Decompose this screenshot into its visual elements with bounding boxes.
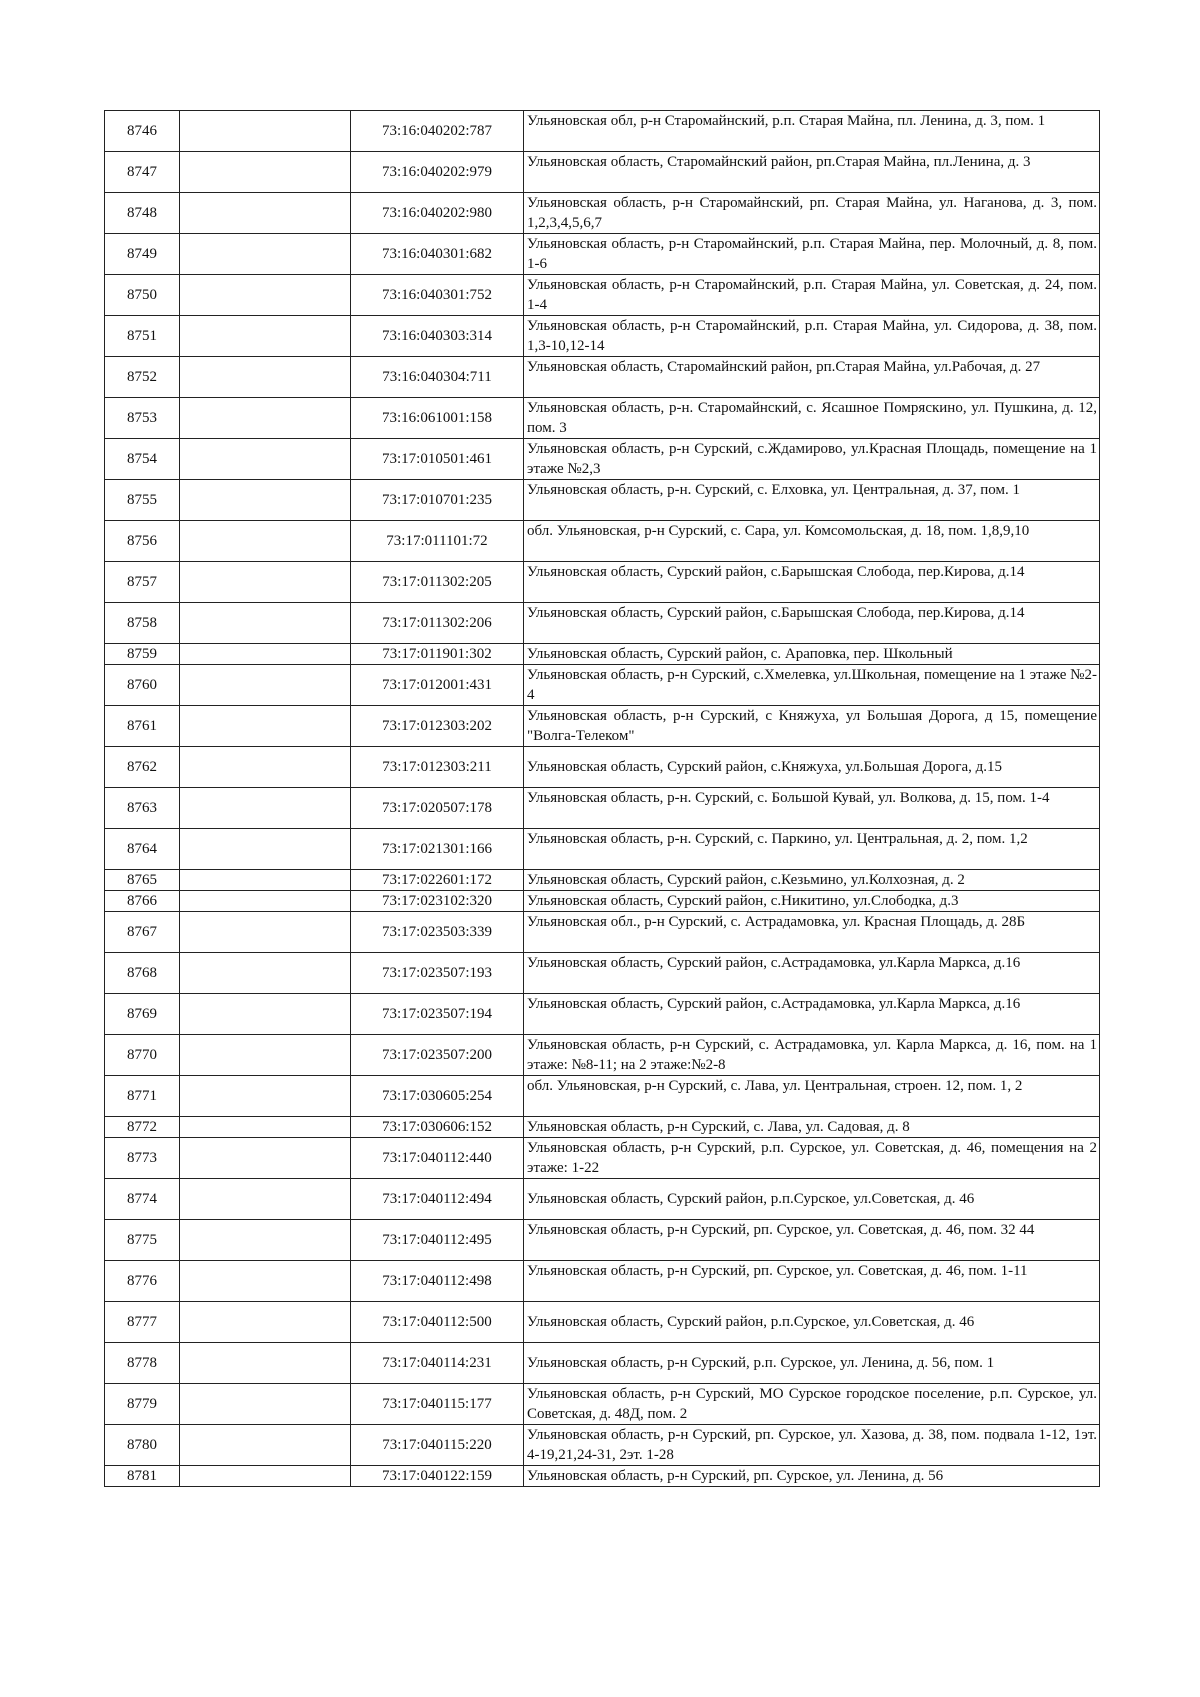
empty-cell [180, 953, 351, 994]
table-row [105, 1179, 1100, 1220]
address-cell: Ульяновская область, р-н Сурский, рп. Сурское, ул. Советская, д. 46, пом. 32 44 [524, 1220, 1100, 1261]
cadastral-number-cell: 73:17:030606:152 [351, 1117, 524, 1138]
row-number-cell: 8762 [105, 747, 180, 788]
cadastral-number-cell: 73:17:040115:220 [351, 1425, 524, 1466]
empty-cell [180, 870, 351, 891]
cadastral-number-cell: 73:16:040202:980 [351, 193, 524, 234]
row-number-cell: 8749 [105, 234, 180, 275]
table-row [105, 891, 1100, 912]
table-row [105, 275, 1100, 316]
cadastral-number-cell: 73:16:040301:752 [351, 275, 524, 316]
empty-cell [180, 357, 351, 398]
address-cell: Ульяновская область, р-н Сурский, с Княжуха, ул Большая Дорога, д 15, помещение "Волга-Телеком" [524, 706, 1100, 747]
table-row [105, 1343, 1100, 1384]
empty-cell [180, 480, 351, 521]
row-number-cell: 8756 [105, 521, 180, 562]
row-number-cell: 8754 [105, 439, 180, 480]
row-number-cell: 8751 [105, 316, 180, 357]
cadastral-number-cell: 73:17:040114:231 [351, 1343, 524, 1384]
table-row [105, 829, 1100, 870]
cadastral-number-cell: 73:17:011101:72 [351, 521, 524, 562]
cadastral-number-cell: 73:17:040112:494 [351, 1179, 524, 1220]
cadastral-number-cell: 73:17:022601:172 [351, 870, 524, 891]
address-cell: Ульяновская область, Сурский район, с.Барышская Слобода, пер.Кирова, д.14 [524, 603, 1100, 644]
table-row [105, 665, 1100, 706]
table-row [105, 747, 1100, 788]
address-cell: Ульяновская область, р-н Сурский, рп. Сурское, ул. Ленина, д. 56 [524, 1466, 1100, 1487]
empty-cell [180, 1466, 351, 1487]
empty-cell [180, 1220, 351, 1261]
address-cell: Ульяновская область, Старомайнский район, рп.Старая Майна, пл.Ленина, д. 3 [524, 152, 1100, 193]
row-number-cell: 8772 [105, 1117, 180, 1138]
address-cell: Ульяновская область, Сурский район, р.п.Сурское, ул.Советская, д. 46 [524, 1179, 1100, 1220]
address-cell: Ульяновская область, р-н. Сурский, с. Большой Кувай, ул. Волкова, д. 15, пом. 1-4 [524, 788, 1100, 829]
empty-cell [180, 152, 351, 193]
row-number-cell: 8764 [105, 829, 180, 870]
table-row [105, 1035, 1100, 1076]
address-cell: Ульяновская область, р-н Сурский, с. Астрадамовка, ул. Карла Маркса, д. 16, пом. на 1 этаже: №8-11; на 2 этаже:№2-8 [524, 1035, 1100, 1076]
row-number-cell: 8771 [105, 1076, 180, 1117]
row-number-cell: 8778 [105, 1343, 180, 1384]
table-row [105, 912, 1100, 953]
address-cell: Ульяновская область, р-н. Сурский, с. Елховка, ул. Центральная, д. 37, пом. 1 [524, 480, 1100, 521]
cadastral-number-cell: 73:17:010501:461 [351, 439, 524, 480]
table-row [105, 953, 1100, 994]
address-cell: Ульяновская область, р-н Сурский, рп. Сурское, ул. Хазова, д. 38, пом. подвала 1-12, 1эт. 4-19,21,24-31, 2эт. 1-28 [524, 1425, 1100, 1466]
address-cell: Ульяновская область, р-н. Старомайнский, с. Ясашное Помряскино, ул. Пушкина, д. 12, пом. 3 [524, 398, 1100, 439]
row-number-cell: 8758 [105, 603, 180, 644]
row-number-cell: 8746 [105, 111, 180, 152]
empty-cell [180, 891, 351, 912]
row-number-cell: 8769 [105, 994, 180, 1035]
empty-cell [180, 665, 351, 706]
address-cell: Ульяновская область, р-н Сурский, МО Сурское городское поселение, р.п. Сурское, ул. Советская, д. 48Д, пом. 2 [524, 1384, 1100, 1425]
row-number-cell: 8763 [105, 788, 180, 829]
cadastral-number-cell: 73:17:023507:193 [351, 953, 524, 994]
empty-cell [180, 1384, 351, 1425]
empty-cell [180, 316, 351, 357]
cadastral-number-cell: 73:17:040112:495 [351, 1220, 524, 1261]
address-cell: Ульяновская область, р-н Сурский, р.п. Сурское, ул. Ленина, д. 56, пом. 1 [524, 1343, 1100, 1384]
table-row [105, 788, 1100, 829]
address-cell: Ульяновская область, р-н Сурский, рп. Сурское, ул. Советская, д. 46, пом. 1-11 [524, 1261, 1100, 1302]
table-row [105, 357, 1100, 398]
row-number-cell: 8773 [105, 1138, 180, 1179]
cadastral-number-cell: 73:17:023102:320 [351, 891, 524, 912]
empty-cell [180, 275, 351, 316]
cadastral-number-cell: 73:17:023503:339 [351, 912, 524, 953]
cadastral-number-cell: 73:17:011901:302 [351, 644, 524, 665]
address-cell: Ульяновская область, Сурский район, с.Астрадамовка, ул.Карла Маркса, д.16 [524, 953, 1100, 994]
table-row [105, 234, 1100, 275]
table-row [105, 1466, 1100, 1487]
table-row [105, 1138, 1100, 1179]
table-row [105, 1261, 1100, 1302]
row-number-cell: 8767 [105, 912, 180, 953]
empty-cell [180, 1117, 351, 1138]
empty-cell [180, 1179, 351, 1220]
row-number-cell: 8750 [105, 275, 180, 316]
cadastral-number-cell: 73:17:040122:159 [351, 1466, 524, 1487]
row-number-cell: 8759 [105, 644, 180, 665]
cadastral-number-cell: 73:16:040304:711 [351, 357, 524, 398]
row-number-cell: 8748 [105, 193, 180, 234]
table-row [105, 1076, 1100, 1117]
registry-table [104, 110, 1100, 1487]
empty-cell [180, 1076, 351, 1117]
table-row [105, 994, 1100, 1035]
table-row [105, 111, 1100, 152]
row-number-cell: 8753 [105, 398, 180, 439]
table-row [105, 398, 1100, 439]
table-row [105, 706, 1100, 747]
table-row [105, 562, 1100, 603]
address-cell: Ульяновская область, р-н Сурский, с.Хмелевка, ул.Школьная, помещение на 1 этаже №2-4 [524, 665, 1100, 706]
row-number-cell: 8766 [105, 891, 180, 912]
cadastral-number-cell: 73:17:040112:498 [351, 1261, 524, 1302]
table-row [105, 316, 1100, 357]
cadastral-number-cell: 73:17:011302:205 [351, 562, 524, 603]
empty-cell [180, 1035, 351, 1076]
empty-cell [180, 912, 351, 953]
address-cell: Ульяновская область, р-н. Сурский, с. Паркино, ул. Центральная, д. 2, пом. 1,2 [524, 829, 1100, 870]
row-number-cell: 8779 [105, 1384, 180, 1425]
cadastral-number-cell: 73:17:010701:235 [351, 480, 524, 521]
cadastral-number-cell: 73:17:023507:200 [351, 1035, 524, 1076]
table-row [105, 1425, 1100, 1466]
empty-cell [180, 111, 351, 152]
address-cell: Ульяновская область, Старомайнский район, рп.Старая Майна, ул.Рабочая, д. 27 [524, 357, 1100, 398]
cadastral-number-cell: 73:16:061001:158 [351, 398, 524, 439]
row-number-cell: 8781 [105, 1466, 180, 1487]
address-cell: Ульяновская область, р-н Сурский, с.Ждамирово, ул.Красная Площадь, помещение на 1 этаже №2,3 [524, 439, 1100, 480]
table-row [105, 1302, 1100, 1343]
address-cell: обл. Ульяновская, р-н Сурский, с. Лава, ул. Центральная, строен. 12, пом. 1, 2 [524, 1076, 1100, 1117]
address-cell: Ульяновская область, р-н Старомайнский, р.п. Старая Майна, ул. Советская, д. 24, пом. 1-4 [524, 275, 1100, 316]
cadastral-number-cell: 73:17:040115:177 [351, 1384, 524, 1425]
table-row [105, 1117, 1100, 1138]
cadastral-number-cell: 73:17:012303:202 [351, 706, 524, 747]
address-cell: Ульяновская область, р-н Сурский, р.п. Сурское, ул. Советская, д. 46, помещения на 2 этаже: 1-22 [524, 1138, 1100, 1179]
row-number-cell: 8776 [105, 1261, 180, 1302]
empty-cell [180, 1343, 351, 1384]
address-cell: Ульяновская область, Сурский район, с.Астрадамовка, ул.Карла Маркса, д.16 [524, 994, 1100, 1035]
row-number-cell: 8777 [105, 1302, 180, 1343]
table-row [105, 193, 1100, 234]
table-row [105, 1384, 1100, 1425]
cadastral-number-cell: 73:17:021301:166 [351, 829, 524, 870]
empty-cell [180, 193, 351, 234]
row-number-cell: 8757 [105, 562, 180, 603]
empty-cell [180, 706, 351, 747]
cadastral-number-cell: 73:17:040112:500 [351, 1302, 524, 1343]
row-number-cell: 8761 [105, 706, 180, 747]
address-cell: Ульяновская область, р-н Старомайнский, р.п. Старая Майна, пер. Молочный, д. 8, пом. 1-6 [524, 234, 1100, 275]
table-row [105, 152, 1100, 193]
empty-cell [180, 603, 351, 644]
address-cell: Ульяновская область, Сурский район, с.Княжуха, ул.Большая Дорога, д.15 [524, 747, 1100, 788]
empty-cell [180, 788, 351, 829]
address-cell: Ульяновская обл, р-н Старомайнский, р.п. Старая Майна, пл. Ленина, д. 3, пом. 1 [524, 111, 1100, 152]
row-number-cell: 8780 [105, 1425, 180, 1466]
cadastral-number-cell: 73:16:040301:682 [351, 234, 524, 275]
empty-cell [180, 562, 351, 603]
table-row [105, 480, 1100, 521]
empty-cell [180, 439, 351, 480]
row-number-cell: 8760 [105, 665, 180, 706]
row-number-cell: 8752 [105, 357, 180, 398]
row-number-cell: 8774 [105, 1179, 180, 1220]
row-number-cell: 8765 [105, 870, 180, 891]
table-row [105, 644, 1100, 665]
empty-cell [180, 521, 351, 562]
table-row [105, 521, 1100, 562]
empty-cell [180, 1425, 351, 1466]
cadastral-number-cell: 73:17:040112:440 [351, 1138, 524, 1179]
empty-cell [180, 234, 351, 275]
empty-cell [180, 398, 351, 439]
cadastral-number-cell: 73:17:012001:431 [351, 665, 524, 706]
empty-cell [180, 1302, 351, 1343]
address-cell: Ульяновская область, Сурский район, р.п.Сурское, ул.Советская, д. 46 [524, 1302, 1100, 1343]
address-cell: Ульяновская область, Сурский район, с. Араповка, пер. Школьный [524, 644, 1100, 665]
table-row [105, 870, 1100, 891]
row-number-cell: 8768 [105, 953, 180, 994]
cadastral-number-cell: 73:17:023507:194 [351, 994, 524, 1035]
cadastral-number-cell: 73:17:030605:254 [351, 1076, 524, 1117]
empty-cell [180, 1138, 351, 1179]
address-cell: Ульяновская обл., р-н Сурский, с. Астрадамовка, ул. Красная Площадь, д. 28Б [524, 912, 1100, 953]
cadastral-number-cell: 73:17:020507:178 [351, 788, 524, 829]
empty-cell [180, 829, 351, 870]
row-number-cell: 8775 [105, 1220, 180, 1261]
row-number-cell: 8770 [105, 1035, 180, 1076]
table-row [105, 439, 1100, 480]
registry-table-body [105, 111, 1100, 1487]
empty-cell [180, 644, 351, 665]
address-cell: Ульяновская область, Сурский район, с.Никитино, ул.Слободка, д.3 [524, 891, 1100, 912]
empty-cell [180, 747, 351, 788]
cadastral-number-cell: 73:17:012303:211 [351, 747, 524, 788]
empty-cell [180, 994, 351, 1035]
cadastral-number-cell: 73:17:011302:206 [351, 603, 524, 644]
address-cell: Ульяновская область, р-н Сурский, с. Лава, ул. Садовая, д. 8 [524, 1117, 1100, 1138]
cadastral-number-cell: 73:16:040202:979 [351, 152, 524, 193]
row-number-cell: 8755 [105, 480, 180, 521]
cadastral-number-cell: 73:16:040202:787 [351, 111, 524, 152]
address-cell: Ульяновская область, р-н Старомайнский, рп. Старая Майна, ул. Наганова, д. 3, пом. 1,2,3,4,5,6,7 [524, 193, 1100, 234]
cadastral-number-cell: 73:16:040303:314 [351, 316, 524, 357]
table-row [105, 1220, 1100, 1261]
table-row [105, 603, 1100, 644]
address-cell: Ульяновская область, Сурский район, с.Кезьмино, ул.Колхозная, д. 2 [524, 870, 1100, 891]
empty-cell [180, 1261, 351, 1302]
address-cell: обл. Ульяновская, р-н Сурский, с. Сара, ул. Комсомольская, д. 18, пом. 1,8,9,10 [524, 521, 1100, 562]
address-cell: Ульяновская область, Сурский район, с.Барышская Слобода, пер.Кирова, д.14 [524, 562, 1100, 603]
row-number-cell: 8747 [105, 152, 180, 193]
address-cell: Ульяновская область, р-н Старомайнский, р.п. Старая Майна, ул. Сидорова, д. 38, пом. 1,3-10,12-14 [524, 316, 1100, 357]
